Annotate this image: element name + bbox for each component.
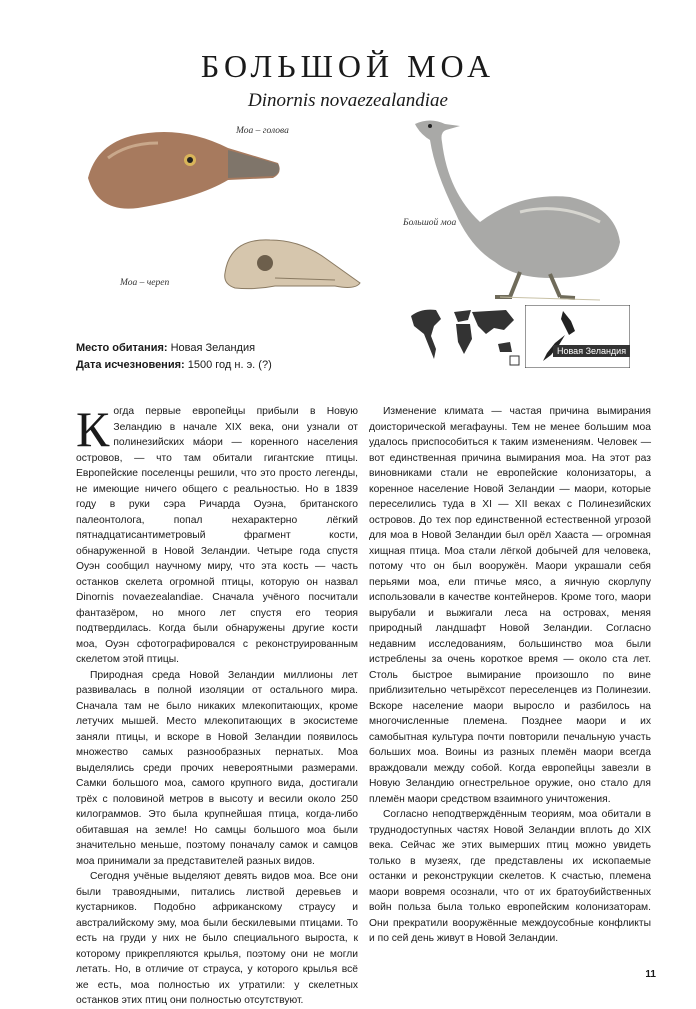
drop-cap: К	[76, 401, 110, 457]
latin-name: Dinornis novaezealandiae	[247, 90, 448, 111]
new-zealand-map	[525, 305, 630, 368]
habitat-label: Место обитания:	[76, 342, 168, 354]
new-zealand-label: Новая Зеландия	[553, 345, 630, 357]
extinction-label: Дата исчезновения:	[76, 359, 185, 371]
right-column	[369, 404, 651, 947]
paragraph: Согласно неподтверждённым теориям, моа обитали в труднодоступных частях Новой Зеландии вплоть до XIX века. Сейчас же этих вымерших птиц можно увидеть только в музеях, где представлены их ископаемые останки и реконструкции скелетов. К счастью, племена маори вовремя осознали, что от их братоубийственных войн польза была только европейским колонизаторам. Они прекратили вооружённые междоусобные конфликты и по сей день живут в Новой Зеландии.	[369, 809, 651, 944]
habitat-row	[76, 340, 272, 357]
head-caption: Моа – голова	[236, 126, 289, 136]
extinction-row	[76, 357, 272, 374]
paragraph	[76, 401, 358, 668]
page-title: БОЛЬШОЙ МОА	[200, 48, 496, 84]
moa-skull-illustration	[215, 228, 365, 298]
moa-bird-illustration	[400, 112, 635, 302]
paragraph-text: огда первые европейцы прибыли в Новую Зеландию в начале XIX века, они узнали от полинезийских ма́ори — коренного населения островов, — что там обитали гигантские птицы. Европейские поселенцы решили, что это просто легенды, не имеющие ничего общего с реальностью. Но в 1839 году в руки сэра Ричарда Оуэна, британского палеонтолога, попал нехарактерно лёгкий пятнадцатисантиметровый фрагмент кости, обнаруженной в Новой Зеландии. Четыре года спустя Оуэн сообщил научному миру, что эта кость — часть останков скелета огромной птицы, которую он назвал Dinornis novaezealandiae. Сначала учёного посчитали фантазёром, но много лет спустя его теория подтвердилась. Когда были обнаружены другие кости моа, Оуэн сфотографировался с реконструированным скелетом этой птицы.	[76, 406, 358, 665]
facts-block	[76, 340, 272, 374]
skull-caption: Моа – череп	[120, 278, 170, 288]
paragraph: Сегодня учёные выделяют девять видов моа. Все они были травоядными, питались листвой деревьев и кустарников. Подобно африканскому страусу и австралийскому эму, моа были бескилевыми птицами. То есть на груди у них не было специального выроста, к которому прикрепляются крылья, поэтому они не могли летать. Но, в отличие от страуса, у которого крылья всё же есть, моа полностью их утратили: у скелетных останков этих птиц они полностью отсутствуют.	[76, 871, 358, 1006]
bird-caption: Большой моа	[403, 218, 457, 228]
extinction-value: 1500 год н. э. (?)	[187, 359, 272, 371]
page-number: 11	[645, 969, 656, 980]
paragraph: Изменение климата — частая причина вымирания доисторической мегафауны. Тем не менее большим моа удалось приспособиться к таким изменениям. Человек — вот единственная причина вымирания моа. На этот раз виновниками стали не европейские колонизаторы, а коренное население Новой Зеландии — маори, которые переселились туда в XI — XII веках с Полинезийских островов. До тех пор единственной естественной угрозой для моа в Новой Зеландии был орёл Хааста — огромная хищная птица. Моа стали лёгкой добычей для человека, потому что он был вооружён. Маори украшали себя перьями моа, ели птичье мясо, а яичную скорлупу использовали в качестве контейнеров. Кроме того, маори вырубали и выжигали леса на островах, меняя природный ландшафт Новой Зеландии. Согласно недавним исследованиям, большинство моа были истреблены за очень короткое время — около ста лет. Столь быстрое вымирание произошло по вине приблизительно четырёхсот переселенцев из Полинезии. Вскоре население маори выросло и разбилось на многочисленные племена. Позднее маори и их самобытная культура почти повторили печальную участь больших моа. Воины из разных племён маори всегда враждовали между собой. Когда европейцы завезли в Новую Зеландию огнестрельное оружие, оно стало для племён маори средством взаимного уничтожения.	[369, 406, 651, 805]
left-column	[76, 401, 358, 1009]
paragraph: Природная среда Новой Зеландии миллионы лет развивалась в полной изоляции от остального мира. Сначала там не было никаких млекопитающих, кроме летучих мышей. Место млекопитающих в экосистеме заняли птицы, и вскоре в Новой Зеландии появилось множество самых разнообразных пернатых. Моа выделялись среди прочих невероятными размерами. Самки большого моа, самого крупного вида, достигали трёх с половиной метров в высоту и весили около 250 килограммов. Это была крупнейшая птица, когда-либо обитавшая на земле! Но самцы большого моа были значительно меньше, поэтому поначалу самок и самцов моа принимали за представителей разных видов.	[76, 669, 358, 867]
habitat-value: Новая Зеландия	[170, 342, 256, 354]
world-map	[406, 304, 521, 369]
